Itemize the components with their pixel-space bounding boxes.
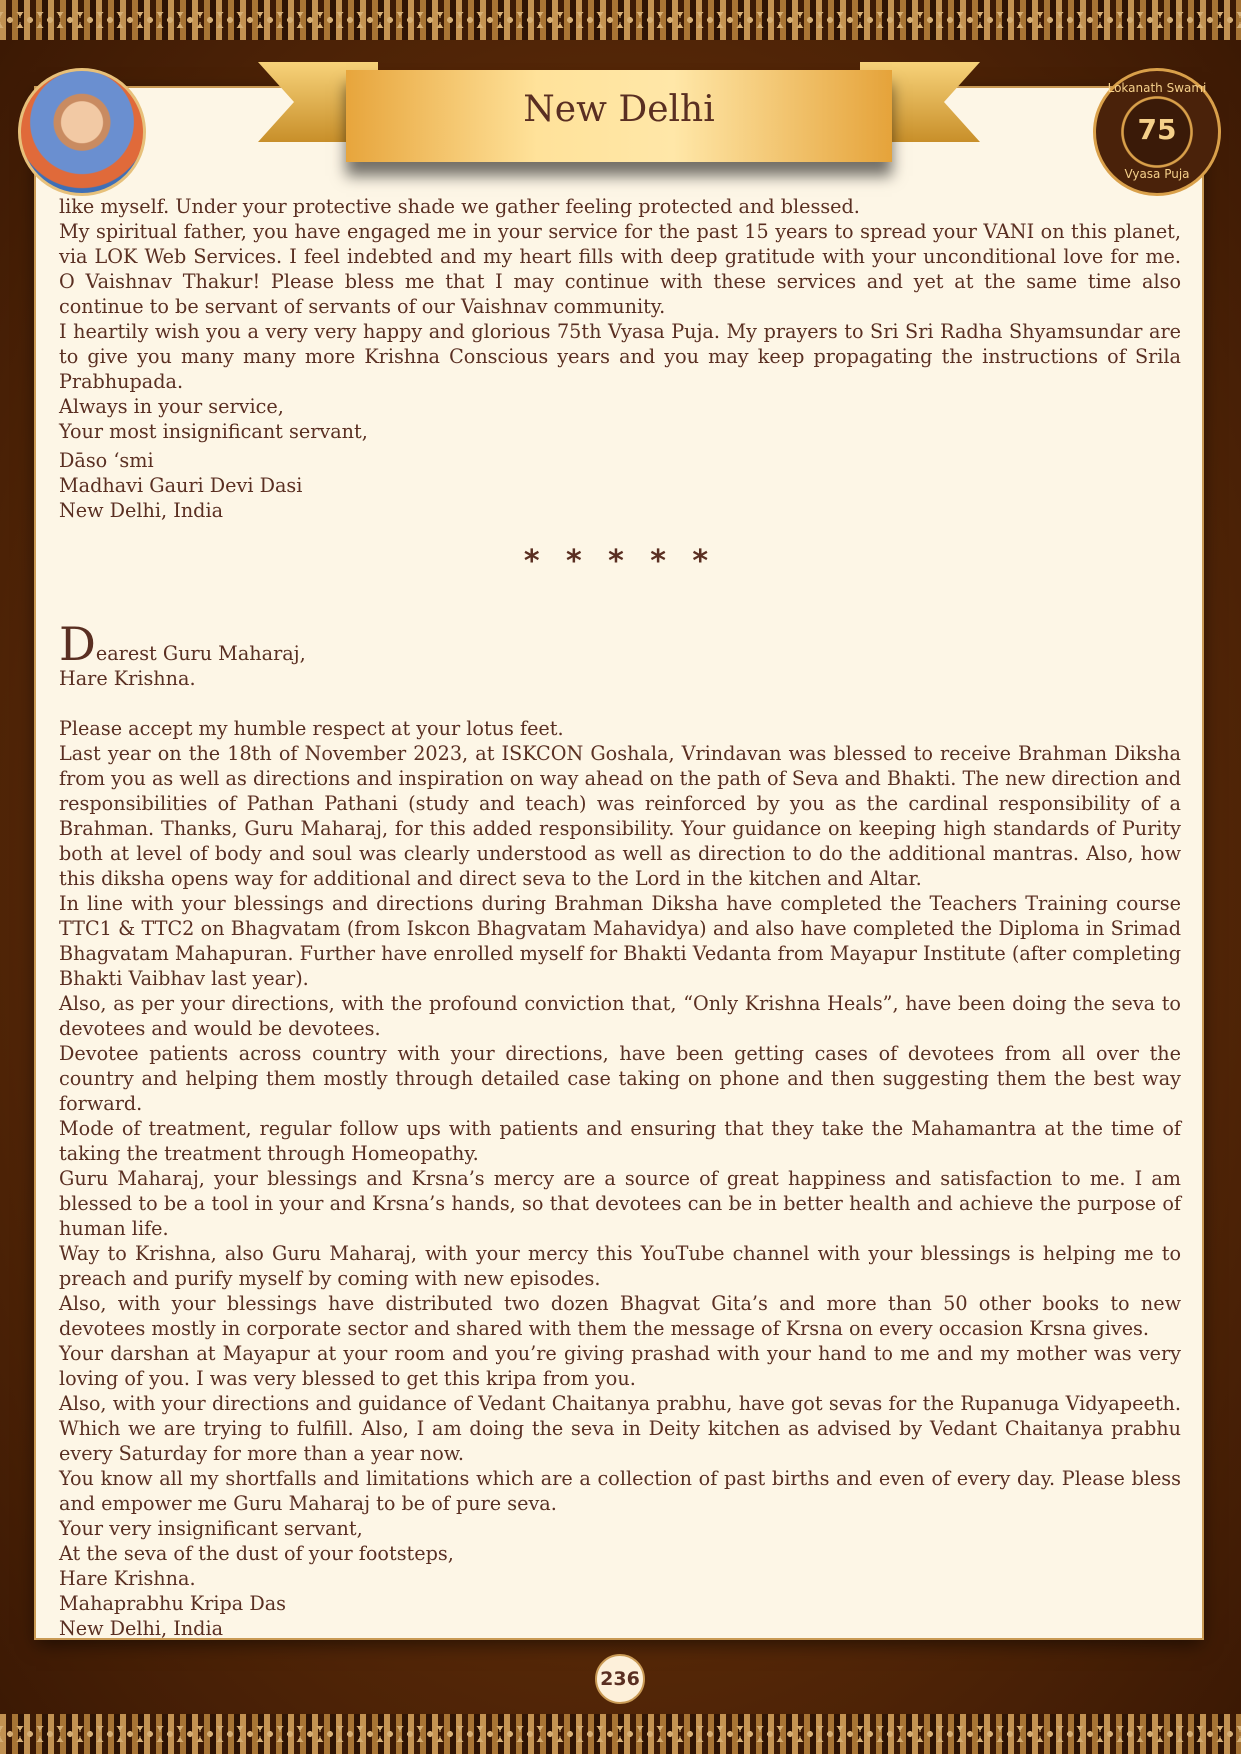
letter2-salutation	[59, 617, 1181, 671]
drop-cap: D	[59, 617, 96, 671]
letter1-paragraph: I heartily wish you a very very happy and glorious 75th Vyasa Puja. My prayers to Sri Sri Radha Shyamsundar are to give you many many more Krishna Conscious years and you may keep propagating the instructions of Srila Prabhupada.	[59, 320, 1181, 393]
seal-bottom-text: Vyasa Puja	[1124, 167, 1190, 181]
letter1-author: Madhavi Gauri Devi Dasi	[59, 474, 303, 497]
ribbon-banner	[346, 70, 892, 162]
salutation-text: earest Guru Maharaj,	[95, 642, 306, 665]
letter2-closing: Hare Krishna.	[59, 1567, 196, 1590]
letter2-paragraph: Please accept my humble respect at your lotus feet.	[59, 717, 564, 740]
letters-content	[59, 194, 1181, 1641]
letter1-paragraph: My spiritual father, you have engaged me in your service for the past 15 years to spread your VANI on this planet, via LOK Web Services. I feel indebted and my heart fills with deep gratitude with your unconditional love for me. O Vaishnav Thakur! Please bless me that I may continue with these services and yet at the same time also continue to be servant of servants of our Vaishnav community.	[59, 220, 1181, 318]
bottom-ornamental-border	[0, 1714, 1241, 1754]
letter2-greeting: Hare Krishna.	[59, 667, 196, 690]
letter1-signoff: Dāso ‘smi	[59, 449, 154, 472]
letter2-paragraph: Guru Maharaj, your blessings and Krsna’s mercy are a source of great happiness and satisfaction to me. I am blessed to be a tool in your and Krsna’s hands, so that devotees can be in better health and achieve the purpose of human life.	[59, 1167, 1181, 1240]
letter2-closing: At the seva of the dust of your footsteps,	[59, 1542, 454, 1565]
letter2-paragraph: Way to Krishna, also Guru Maharaj, with your mercy this YouTube channel with your blessings is helping me to preach and purify myself by coming with new episodes.	[59, 1242, 1181, 1290]
title-ribbon	[258, 50, 980, 180]
letter1-closing: Your most insignificant servant,	[59, 420, 368, 443]
letter2-paragraph: Mode of treatment, regular follow ups with patients and ensuring that they take the Mahamantra at the time of taking the treatment through Homeopathy.	[59, 1117, 1181, 1165]
section-separator: * * * * *	[523, 544, 717, 579]
letter2-paragraph: Also, with your blessings have distributed two dozen Bhagvat Gita’s and more than 50 other books to new devotees mostly in corporate sector and shared with them the message of Krsna on every occasion Krsna gives.	[59, 1292, 1181, 1340]
top-ornamental-border	[0, 0, 1241, 40]
letter1-location: New Delhi, India	[59, 499, 224, 522]
letter2-paragraph: In line with your blessings and directions during Brahman Diksha have completed the Teachers Training course TTC1 & TTC2 on Bhagvatam (from Iskcon Bhagvatam Mahavidya) and also have completed the Diploma in Srimad Bhagvatam Mahapuran. Further have enrolled myself for Bhakti Vedanta from Mayapur Institute (after completing Bhakti Vaibhav last year).	[59, 892, 1181, 990]
letter2-paragraph: Devotee patients across country with your directions, have been getting cases of devotees from all over the country and helping them mostly through detailed case taking on phone and then suggesting them the best way forward.	[59, 1042, 1181, 1115]
letter1-closing: Always in your service,	[59, 395, 284, 418]
letter2-paragraph: Your darshan at Mayapur at your room and you’re giving prashad with your hand to me and my mother was very loving of you. I was very blessed to get this kripa from you.	[59, 1342, 1181, 1390]
seal-top-text: Lokanath Swami	[1107, 81, 1207, 95]
letter2-paragraph: Also, with your directions and guidance of Vedant Chaitanya prabhu, have got sevas for the Rupanuga Vidyapeeth. Which we are trying to fulfill. Also, I am doing the seva in Deity kitchen as advised by Vedant Chaitanya prabhu every Saturday for more than a year now.	[59, 1392, 1181, 1465]
letter2-paragraph: Last year on the 18th of November 2023, at ISKCON Goshala, Vrindavan was blessed to receive Brahman Diksha from you as well as directions and inspiration on way ahead on the path of Seva and Bhakti. The new direction and responsibilities of Pathan Pathani (study and teach) was reinforced by you as the cardinal responsibility of a Brahman. Thanks, Guru Maharaj, for this added responsibility. Your guidance on keeping high standards of Purity both at level of body and soul was clearly understood as well as direction to do the additional mantras. Also, how this diksha opens way for additional and direct seva to the Lord in the kitchen and Altar.	[59, 742, 1181, 890]
guru-portrait-avatar	[18, 68, 146, 196]
vyasa-puja-seal-logo	[1093, 68, 1221, 196]
letter2-closing: Your very insignificant servant,	[59, 1517, 363, 1540]
letter2-author: Mahaprabhu Kripa Das	[59, 1592, 287, 1615]
page-number: 236	[600, 1668, 640, 1690]
letter2-location: New Delhi, India	[59, 1617, 224, 1640]
paragraph-gap	[59, 691, 1181, 716]
letter2-paragraph: You know all my shortfalls and limitations which are a collection of past births and even of every day. Please bless and empower me Guru Maharaj to be of pure seva.	[59, 1467, 1181, 1515]
seal-number: 75	[1137, 113, 1177, 146]
page-title: New Delhi	[523, 88, 715, 130]
page-number-badge	[595, 1654, 645, 1704]
letter2-paragraph: Also, as per your directions, with the profound conviction that, “Only Krishna Heals”, have been doing the seva to devotees and would be devotees.	[59, 992, 1181, 1040]
letter1-paragraph: like myself. Under your protective shade we gather feeling protected and blessed.	[59, 195, 860, 218]
